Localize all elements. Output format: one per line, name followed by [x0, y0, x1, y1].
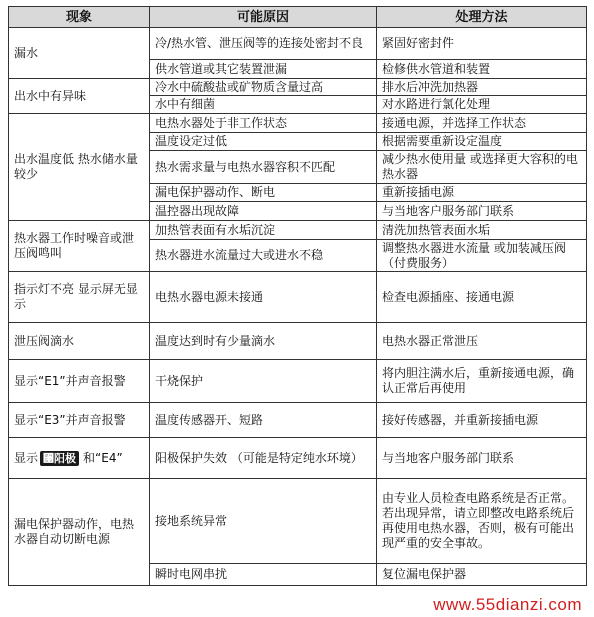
fix-cell: 重新接插电源 — [377, 184, 587, 202]
table-row — [9, 360, 587, 403]
table-row — [9, 28, 587, 60]
cause-cell: 温度传感器开、短路 — [150, 403, 377, 438]
cause-cell: 供水管道或其它装置泄漏 — [150, 60, 377, 79]
cause-cell: 漏电保护器动作、断电 — [150, 184, 377, 202]
fix-cell: 排水后冲洗加热器 — [377, 79, 587, 96]
fix-cell: 检修供水管道和装置 — [377, 60, 587, 79]
table-row — [9, 114, 587, 133]
table-row — [9, 323, 587, 360]
troubleshooting-table — [8, 6, 587, 586]
cause-cell: 电热水器处于非工作状态 — [150, 114, 377, 133]
symptom-cell — [9, 438, 150, 479]
cause-cell: 冷/热水管、泄压阀等的连接处密封不良 — [150, 28, 377, 60]
cause-cell: 接地系统异常 — [150, 479, 377, 564]
cause-cell: 水中有细菌 — [150, 96, 377, 114]
fix-cell: 清洗加热管表面水垢 — [377, 221, 587, 240]
fix-cell: 复位漏电保护器 — [377, 564, 587, 586]
symptom-cell: 泄压阀滴水 — [9, 323, 150, 360]
cause-cell: 温度达到时有少量滴水 — [150, 323, 377, 360]
fix-cell: 紧固好密封件 — [377, 28, 587, 60]
symptom-cell: 漏电保护器动作，电热水器自动切断电源 — [9, 479, 150, 586]
cause-cell: 温度设定过低 — [150, 133, 377, 151]
cause-cell: 温控器出现故障 — [150, 202, 377, 221]
table-row — [9, 479, 587, 564]
symptom-prefix: 显示 — [14, 450, 39, 465]
symptom-cell: 漏水 — [9, 28, 150, 79]
fix-cell: 电热水器正常泄压 — [377, 323, 587, 360]
symptom-cell: 出水温度低 热水储水量较少 — [9, 114, 150, 221]
watermark: www.55dianzi.com — [433, 595, 582, 614]
cause-cell: 加热管表面有水垢沉淀 — [150, 221, 377, 240]
table-row — [9, 272, 587, 323]
cause-cell: 干烧保护 — [150, 360, 377, 403]
symptom-cell: 显示“E3”并声音报警 — [9, 403, 150, 438]
fix-cell: 接好传感器，并重新接插电源 — [377, 403, 587, 438]
cause-cell: 热水需求量与电热水器容积不匹配 — [150, 151, 377, 184]
symptom-cell: 显示“E1”并声音报警 — [9, 360, 150, 403]
cause-cell: 阳极保护失效 （可能是特定纯水环境） — [150, 438, 377, 479]
header-cause: 可能原因 — [150, 7, 377, 28]
fix-cell: 与当地客户服务部门联系 — [377, 438, 587, 479]
anode-indicator-icon: ⑙阳极 — [40, 451, 79, 466]
table-header-row — [9, 7, 587, 28]
symptom-cell: 指示灯不亮 显示屏无显示 — [9, 272, 150, 323]
fix-cell: 由专业人员检查电路系统是否正常。若出现异常，请立即整改电路系统后再使用电热水器，否则，极有可能出现严重的安全事故。 — [377, 479, 587, 564]
fix-cell: 减少热水使用量 或选择更大容积的电热水器 — [377, 151, 587, 184]
header-symptom: 现象 — [9, 7, 150, 28]
table-row — [9, 221, 587, 240]
anode-indicator-label: 阳极 — [54, 451, 77, 465]
cause-cell: 电热水器电源未接通 — [150, 272, 377, 323]
fix-cell: 接通电源，并选择工作状态 — [377, 114, 587, 133]
header-fix: 处理方法 — [377, 7, 587, 28]
table-row — [9, 403, 587, 438]
cause-cell: 热水器进水流量过大或进水不稳 — [150, 240, 377, 272]
cause-cell: 冷水中硫酸盐或矿物质含量过高 — [150, 79, 377, 96]
fix-cell: 调整热水器进水流量 或加装减压阀（付费服务） — [377, 240, 587, 272]
fix-cell: 与当地客户服务部门联系 — [377, 202, 587, 221]
fix-cell: 检查电源插座、接通电源 — [377, 272, 587, 323]
symptom-suffix: 和“E4” — [83, 450, 123, 465]
symptom-cell: 热水器工作时噪音或泄压阀鸣叫 — [9, 221, 150, 272]
table-row — [9, 438, 587, 479]
fix-cell: 根据需要重新设定温度 — [377, 133, 587, 151]
fix-cell: 将内胆注满水后，重新接通电源，确认正常后再使用 — [377, 360, 587, 403]
cause-cell: 瞬时电网串扰 — [150, 564, 377, 586]
table-row — [9, 79, 587, 96]
symptom-cell: 出水中有异味 — [9, 79, 150, 114]
fix-cell: 对水路进行氯化处理 — [377, 96, 587, 114]
